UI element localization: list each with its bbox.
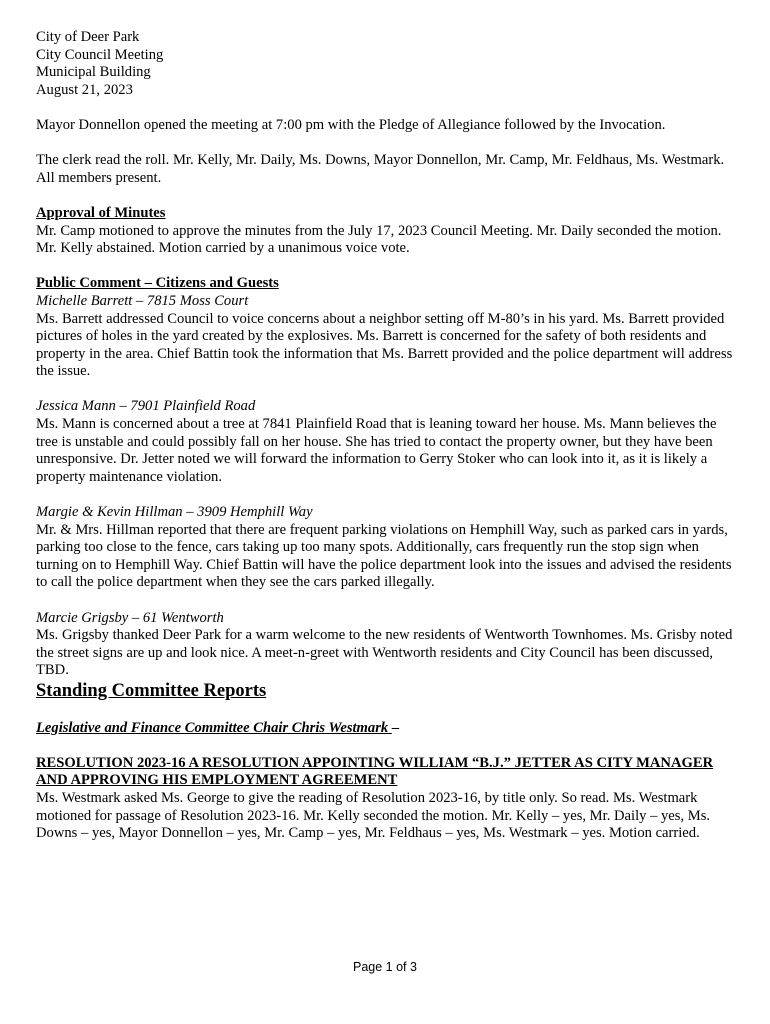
meeting-date: August 21, 2023 <box>36 81 133 98</box>
approval-heading: Approval of Minutes <box>36 204 166 221</box>
comment-entry <box>36 398 736 486</box>
comment-entry <box>36 293 736 381</box>
committee-chair-name: Legislative and Finance Committee Chair Chris Westmark <box>36 719 392 736</box>
approval-section <box>36 205 736 258</box>
comment-entry <box>36 504 736 592</box>
opening-paragraph: Mayor Donnellon opened the meeting at 7:00 pm with the Pledge of Allegiance followed by the Invocation. <box>36 116 666 133</box>
speaker-name: Michelle Barrett – 7815 Moss Court <box>36 292 249 309</box>
approval-text: Mr. Camp motioned to approve the minutes from the July 17, 2023 Council Meeting. Mr. Daily seconded the motion. Mr. Kelly abstained. Motion carried by a unanimous voice vote. <box>36 222 722 257</box>
meeting-location: Municipal Building <box>36 64 151 81</box>
comment-text: Ms. Barrett addressed Council to voice concerns about a neighbor setting off M-80’s in his yard. Ms. Barrett provided pictures of holes in the yard created by the explosives. Ms. Barrett is concerned for the safety of both residents and property in the area. Chief Battin took the information that Ms. Barrett provided and the police department will address the issue. <box>36 310 733 380</box>
city-name: City of Deer Park <box>36 29 140 45</box>
document-page <box>36 29 736 843</box>
comment-text: Ms. Grigsby thanked Deer Park for a warm welcome to the new residents of Wentworth Townhomes. Ms. Grisby noted the street signs are up and look nice. A meet-n-greet with Wentworth residents and City Council has been discussed, TBD. <box>36 627 733 679</box>
standing-committee-heading: Standing Committee Reports <box>36 680 267 701</box>
speaker-name: Margie & Kevin Hillman – 3909 Hemphill Way <box>36 504 313 521</box>
public-comment-section <box>36 275 736 680</box>
meeting-type: City Council Meeting <box>36 46 164 63</box>
standing-committee-section <box>36 680 736 843</box>
resolution-text: Ms. Westmark asked Ms. George to give the reading of Resolution 2023-16, by title only. So read. Ms. Westmark motioned for passage of Resolution 2023-16. Mr. Kelly seconded the motion. Mr. Kelly – yes, Mr. Daily – yes, Ms. Downs – yes, Mayor Donnellon – yes, Mr. Camp – yes, Mr. Feldhaus – yes, Ms. Westmark – yes. Motion carried. <box>36 789 711 842</box>
speaker-name: Jessica Mann – 7901 Plainfield Road <box>36 398 256 415</box>
comment-text: Mr. & Mrs. Hillman reported that there are frequent parking violations on Hemphill Way, such as parked cars in yards, parking too close to the fence, cars taking up too many spots. Additionally, cars frequently run the stop sign when turning on to Hemphill Way. Chief Battin will have the police department look into the issues and advised the residents to call the police department when they see the cars parked illegally. <box>36 521 732 591</box>
resolution-title: RESOLUTION 2023-16 A RESOLUTION APPOINTING WILLIAM “B.J.” JETTER AS CITY MANAGER AND APPROVING HIS EMPLOYMENT AGREEMENT <box>36 754 714 789</box>
public-comment-heading: Public Comment – Citizens and Guests <box>36 275 279 292</box>
page-footer: Page 1 of 3 <box>353 960 417 974</box>
comment-entry <box>36 610 736 680</box>
speaker-name: Marcie Grigsby – 61 Wentworth <box>36 609 224 626</box>
roll-call-paragraph: The clerk read the roll. Mr. Kelly, Mr. Daily, Ms. Downs, Mayor Donnellon, Mr. Camp, Mr. Feldhaus, Ms. Westmark. All members present. <box>36 152 725 186</box>
committee-dash: – <box>391 719 400 736</box>
comment-text: Ms. Mann is concerned about a tree at 7841 Plainfield Road that is leaning toward her house. Ms. Mann believes the tree is unstable and could possibly fall on her house. She has tried to contact the property owner, but they have been unresponsive. Dr. Jetter noted we will forward the information to Gerry Stoker who can look into it, as it is likely a property maintenance violation. <box>36 416 717 485</box>
document-header <box>36 29 736 99</box>
committee-chair-line <box>36 720 736 738</box>
